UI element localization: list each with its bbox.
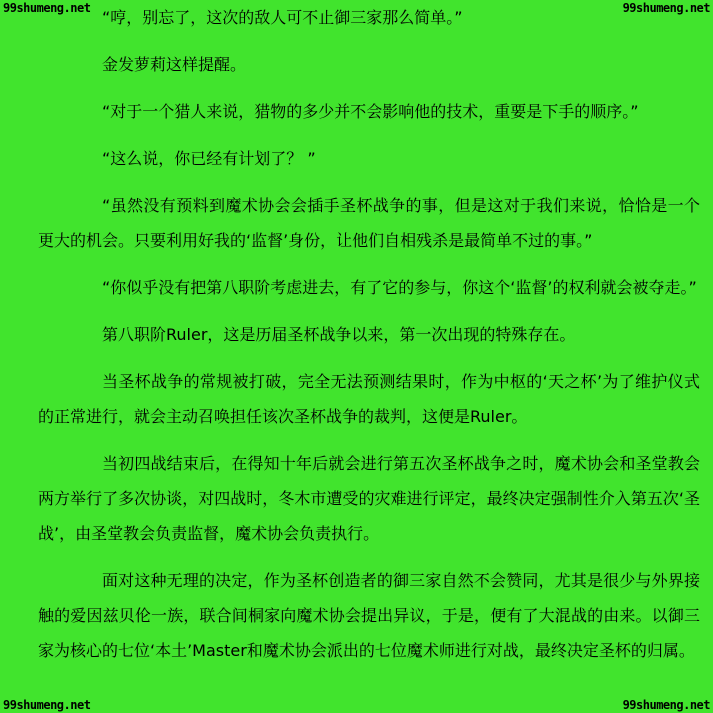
novel-paragraph: 当圣杯战争的常规被打破，完全无法预测结果时，作为中枢的‘天之杯’为了维护仪式的正常进行，就会主动召唤担任该次圣杯战争的裁判，这便是Ruler。: [38, 372, 700, 426]
novel-paragraph: 金发萝莉这样提醒。: [102, 55, 247, 74]
watermark-bottom-right: 99shumeng.net: [622, 698, 710, 712]
novel-text-area: [38, 0, 700, 680]
watermark-top-right: 99shumeng.net: [622, 1, 710, 15]
novel-paragraph: “对于一个猎人来说，猎物的多少并不会影响他的技术，重要是下手的顺序。”: [102, 102, 639, 121]
watermark-top-left: 99shumeng.net: [3, 1, 91, 15]
novel-paragraph: 第八职阶Ruler，这是历届圣杯战争以来，第一次出现的特殊存在。: [102, 325, 576, 344]
novel-paragraph: “哼，别忘了，这次的敌人可不止御三家那么简单。”: [102, 8, 463, 27]
watermark-bottom-left: 99shumeng.net: [3, 698, 91, 712]
novel-paragraph: “虽然没有预料到魔术协会会插手圣杯战争的事，但是这对于我们来说，恰恰是一个更大的机会。只要利用好我的‘监督’身份，让他们自相残杀是最简单不过的事。”: [38, 196, 700, 250]
novel-paragraph: 当初四战结束后，在得知十年后就会进行第五次圣杯战争之时，魔术协会和圣堂教会两方举行了多次协谈，对四战时，冬木市遭受的灾难进行评定，最终决定强制性介入第五次‘圣战’，由圣堂教会负责监督，魔术协会负责执行。: [38, 454, 700, 543]
novel-paragraph: “你似乎没有把第八职阶考虑进去，有了它的参与，你这个‘监督’的权利就会被夺走。”: [102, 278, 697, 297]
novel-paragraph: “这么说，你已经有计划了？ ”: [102, 149, 316, 168]
novel-paragraph: 面对这种无理的决定，作为圣杯创造者的御三家自然不会赞同，尤其是很少与外界接触的爱因兹贝伦一族，联合间桐家向魔术协会提出异议，于是，便有了大混战的由来。以御三家为核心的七位‘本土’Master和魔术协会派出的七位魔术师进行对战，最终决定圣杯的归属。: [38, 571, 700, 660]
